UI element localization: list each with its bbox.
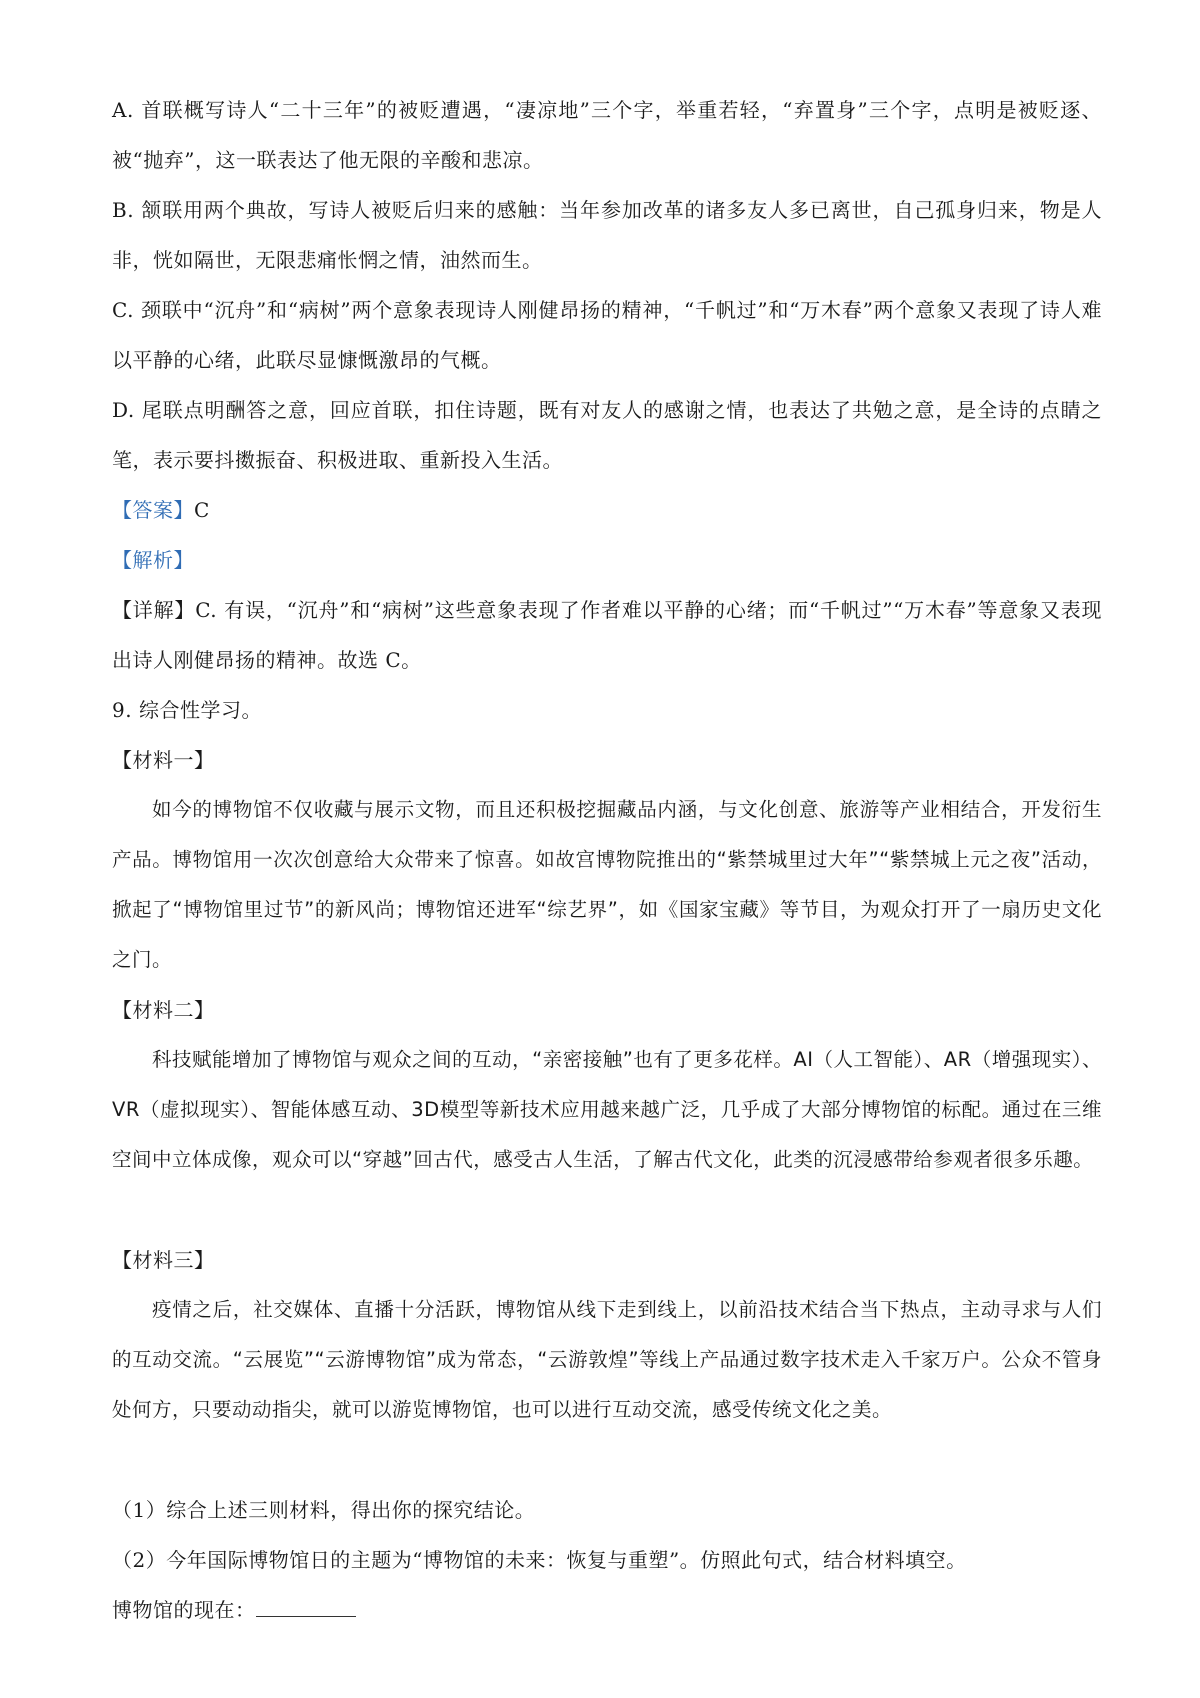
detail-text: C. 有误，“沉舟”和“病树”这些意象表现了作者难以平静的心绪；而“千帆过”“万木春”等意象又表现出诗人刚健昂扬的精神。故选 C。 — [112, 598, 1103, 672]
option-a: A. 首联概写诗人“二十三年”的被贬遭遇，“凄凉地”三个字，举重若轻，“弃置身”三个字，点明是被贬逐、被“抛弃”，这一联表达了他无限的辛酸和悲凉。 — [112, 98, 1102, 172]
fill-label: 博物馆的现在： — [112, 1598, 256, 1622]
option-d: D. 尾联点明酬答之意，回应首联，扣住诗题，既有对友人的感谢之情，也表达了共勉之意，是全诗的点睛之笔，表示要抖擞振奋、积极进取、重新投入生活。 — [112, 398, 1102, 472]
material-3-label: 【材料三】 — [112, 1248, 215, 1272]
sub-question-1: （1）综合上述三则材料，得出你的探究结论。 — [112, 1498, 536, 1522]
option-b: B. 颔联用两个典故，写诗人被贬后归来的感触：当年参加改革的诸多友人多已离世，自己孤身归来，物是人非，恍如隔世，无限悲痛怅惘之情，油然而生。 — [112, 198, 1102, 272]
detail-label: 【详解】 — [112, 598, 196, 622]
option-c: C. 颈联中“沉舟”和“病树”两个意象表现诗人刚健昂扬的精神，“千帆过”和“万木春”两个意象又表现了诗人难以平静的心绪，此联尽显慷慨激昂的气概。 — [112, 298, 1102, 372]
material-1-label: 【材料一】 — [112, 748, 215, 772]
material-2-label: 【材料二】 — [112, 998, 215, 1022]
answer-label: 【答案】 — [112, 498, 194, 522]
analysis-line — [112, 535, 1102, 585]
material-2-text: 科技赋能增加了博物馆与观众之间的互动，“亲密接触”也有了更多花样。AI（人工智能）、AR（增强现实）、VR（虚拟现实）、智能体感互动、3D模型等新技术应用越来越广泛，几乎成了大部分博物馆的标配。通过在三维空间中立体成像，观众可以“穿越”回古代，感受古人生活，了解古代文化，此类的沉浸感带给参观者很多乐趣。 — [112, 1048, 1102, 1171]
question-9-title: 9. 综合性学习。 — [112, 698, 262, 722]
answer-value: C — [194, 498, 210, 522]
material-1-text: 如今的博物馆不仅收藏与展示文物，而且还积极挖掘藏品内涵，与文化创意、旅游等产业相结合，开发衍生产品。博物馆用一次次创意给大众带来了惊喜。如故宫博物院推出的“紫禁城里过大年”“紫禁城上元之夜”活动，掀起了“博物馆里过节”的新风尚；博物馆还进军“综艺界”，如《国家宝藏》等节目，为观众打开了一扇历史文化之门。 — [112, 798, 1102, 971]
fill-line — [112, 1585, 1102, 1635]
analysis-label: 【解析】 — [112, 548, 194, 572]
sub-question-2: （2）今年国际博物馆日的主题为“博物馆的未来：恢复与重塑”。仿照此句式，结合材料填空。 — [112, 1548, 967, 1572]
material-3-text: 疫情之后，社交媒体、直播十分活跃，博物馆从线下走到线上，以前沿技术结合当下热点，主动寻求与人们的互动交流。“云展览”“云游博物馆”成为常态，“云游敦煌”等线上产品通过数字技术走入千家万户。公众不管身处何方，只要动动指尖，就可以游览博物馆，也可以进行互动交流，感受传统文化之美。 — [112, 1298, 1102, 1421]
answer-line — [112, 485, 1102, 535]
fill-blank[interactable] — [256, 1598, 356, 1617]
detail-paragraph — [112, 585, 1102, 685]
